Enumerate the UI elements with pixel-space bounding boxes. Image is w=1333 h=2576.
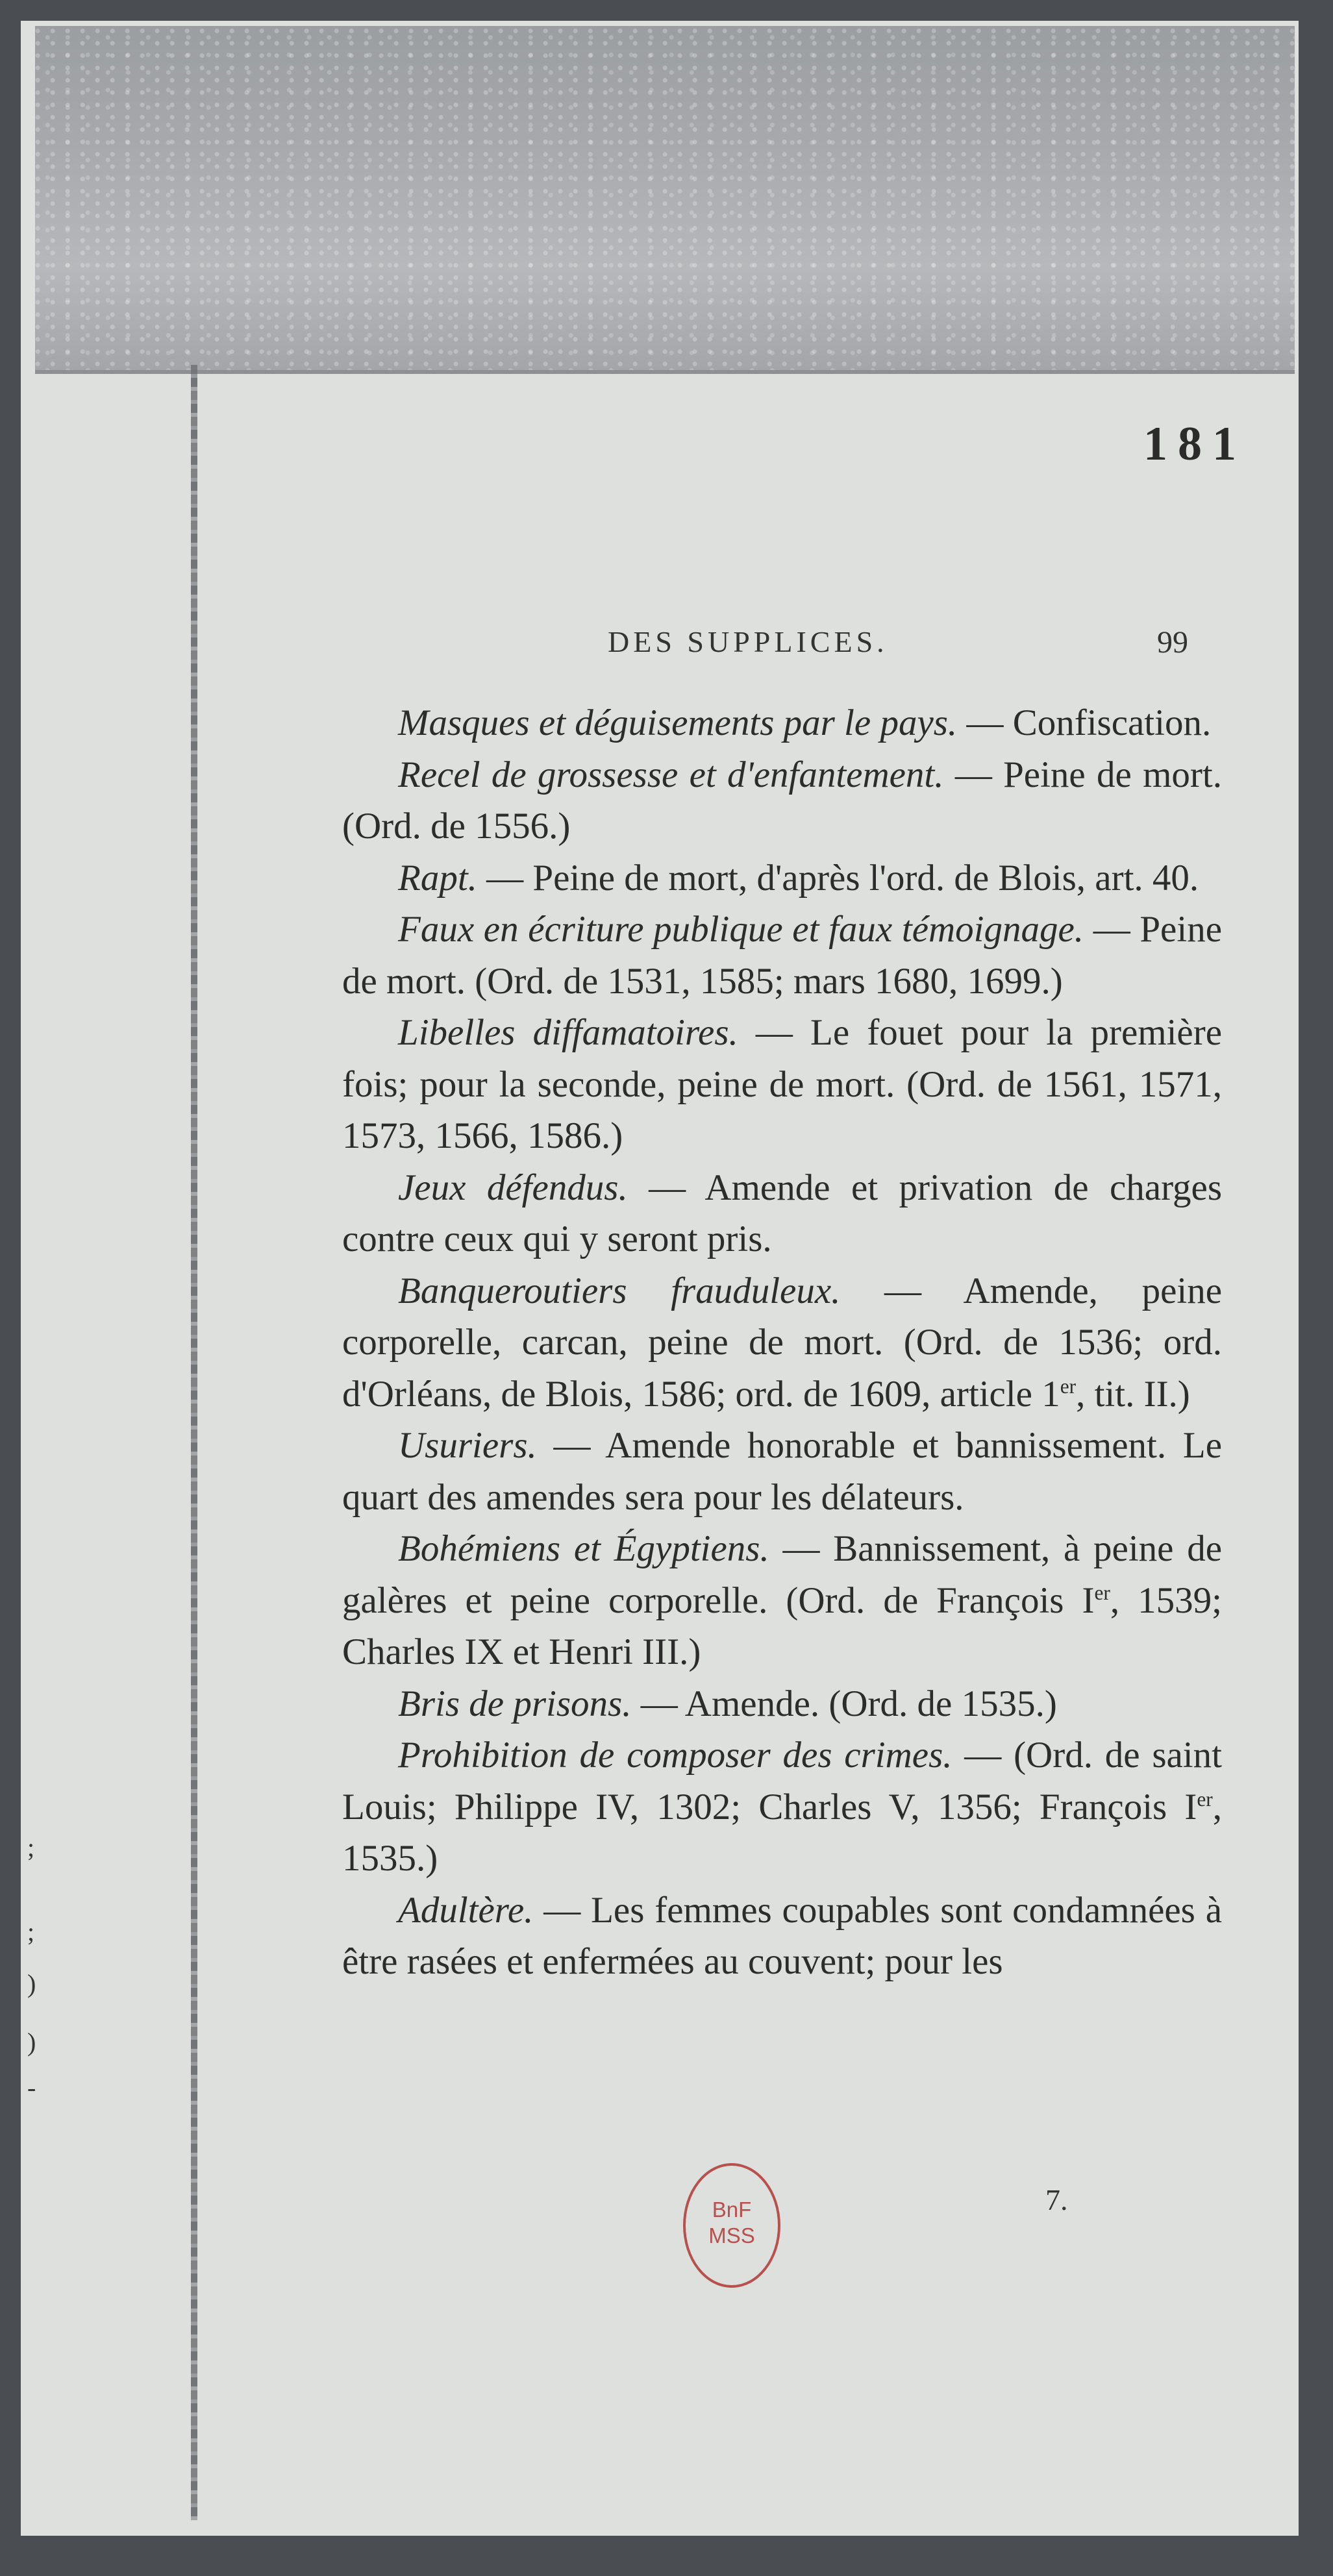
entry-title: Usuriers. <box>398 1425 537 1466</box>
library-stamp <box>683 2163 780 2288</box>
entry-body: — Amende. (Ord. de 1535.) <box>631 1683 1057 1724</box>
entry-title: Banqueroutiers frauduleux. <box>398 1270 841 1311</box>
superscript: er <box>1197 1787 1213 1811</box>
entry-paragraph <box>342 1420 1222 1523</box>
folio-number: 181 <box>1143 417 1247 471</box>
margin-mark: - <box>27 2073 36 2102</box>
margin-mark: ; <box>27 1917 35 1946</box>
entry-paragraph <box>342 697 1222 749</box>
margin-mark: ; <box>27 1833 35 1862</box>
entry-body: — Le fouet pour la première fois; pour la seconde, peine de mort. (Ord. de 1561, 1571, 1573, 1566, 1586.) <box>342 1012 1222 1156</box>
stamp-line: MSS <box>708 2223 755 2248</box>
body-text <box>342 697 1222 1988</box>
entry-body: — Amende et privation de charges contre ceux qui y seront pris. <box>342 1167 1222 1259</box>
entry-body: — Amende honorable et bannissement. Le quart des amendes sera pour les délateurs. <box>342 1425 1222 1518</box>
entry-body: — Peine de mort, d'après l'ord. de Blois, art. 40. <box>477 857 1199 898</box>
entry-body: — Peine de mort. (Ord. de 1556.) <box>342 754 1222 847</box>
entry-title: Masques et déguisements par le pays. <box>398 702 958 743</box>
entry-paragraph <box>342 1678 1222 1730</box>
entry-paragraph <box>342 1162 1222 1265</box>
entry-title: Jeux défendus. <box>398 1167 628 1208</box>
entry-paragraph <box>342 1007 1222 1162</box>
entry-title: Rapt. <box>398 857 477 898</box>
entry-paragraph <box>342 1885 1222 1988</box>
entry-paragraph <box>342 749 1222 852</box>
entry-paragraph <box>342 904 1222 1007</box>
entry-title: Faux en écriture publique et faux témoignage. <box>398 909 1084 950</box>
entry-paragraph <box>342 1729 1222 1885</box>
page-sheet <box>21 21 1299 2536</box>
entry-body-tail: , 1539; Charles IX et Henri III.) <box>342 1579 1222 1672</box>
entry-paragraph <box>342 1523 1222 1678</box>
page-number: 99 <box>1157 625 1188 660</box>
entry-body: — Les femmes coupables sont condamnées à être rasées et enfermées au couvent; pour les <box>342 1889 1222 1982</box>
entry-title: Prohibition de composer des crimes. <box>398 1735 953 1776</box>
entry-title: Bohémiens et Égyptiens. <box>398 1528 769 1569</box>
entry-body: — Confiscation. <box>957 702 1212 743</box>
entry-title: Adultère. <box>398 1889 534 1931</box>
stamp-line: BnF <box>712 2198 752 2222</box>
entry-title: Recel de grossesse et d'enfantement. <box>398 754 944 795</box>
entry-paragraph <box>342 852 1222 904</box>
entry-body: — Amende, peine corporelle, carcan, peine de mort. (Ord. de 1536; ord. d'Orléans, de Blois, 1586; ord. de 1609, article 1 <box>342 1270 1222 1415</box>
superscript: er <box>1060 1374 1077 1398</box>
entry-body-tail: , 1535.) <box>342 1786 1222 1879</box>
gutter-shadow <box>191 365 197 2520</box>
margin-mark: ) <box>27 2027 36 2057</box>
photocopy-band <box>35 26 1295 374</box>
entry-title: Libelles diffamatoires. <box>398 1012 738 1053</box>
entry-body: — Peine de mort. (Ord. de 1531, 1585; mars 1680, 1699.) <box>342 909 1222 1002</box>
signature-mark: 7. <box>1045 2183 1068 2216</box>
running-head: DES SUPPLICES. <box>608 625 888 658</box>
entry-title: Bris de prisons. <box>398 1683 632 1724</box>
margin-mark: ) <box>27 1969 36 1998</box>
entry-paragraph <box>342 1265 1222 1420</box>
entry-body-tail: , tit. II.) <box>1076 1373 1190 1415</box>
superscript: er <box>1094 1581 1110 1604</box>
entry-body: — Bannissement, à peine de galères et peine corporelle. (Ord. de François I <box>342 1528 1222 1621</box>
entry-body: — (Ord. de saint Louis; Philippe IV, 1302; Charles V, 1356; François I <box>342 1735 1222 1827</box>
